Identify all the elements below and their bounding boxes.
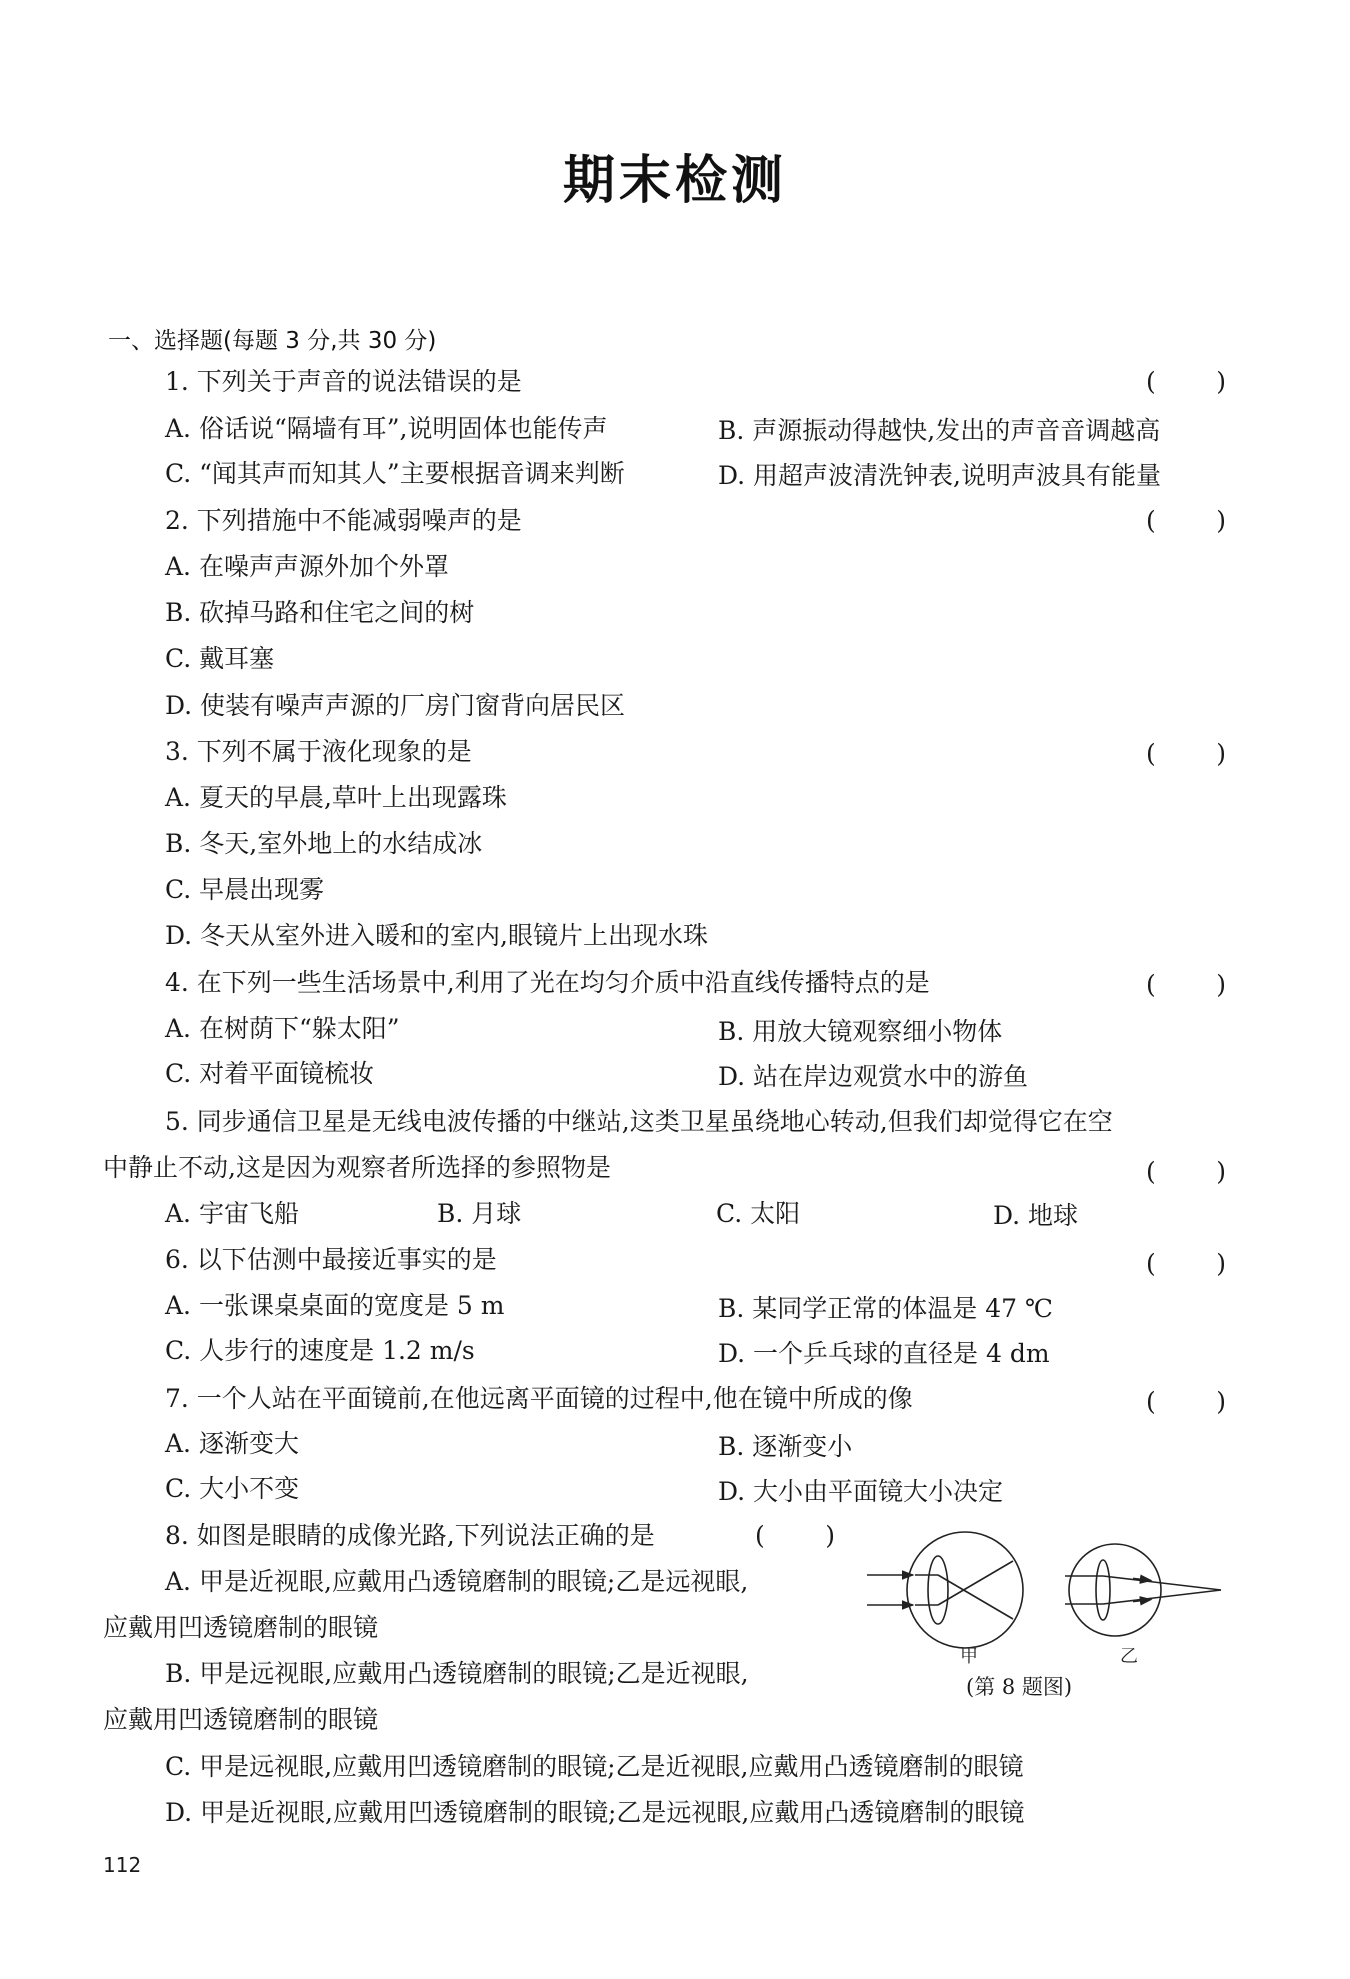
q5-option-b: B. 月球 — [437, 1199, 522, 1228]
q7-option-c: C. 大小不变 — [165, 1474, 300, 1503]
question-4-stem: 4. 在下列一些生活场景中,利用了光在均匀介质中沿直线传播特点的是 — [165, 968, 930, 997]
eye-b-diagram — [1065, 1544, 1221, 1636]
answer-paren-8: ( ) — [755, 1521, 835, 1550]
q4-option-c: C. 对着平面镜梳妆 — [165, 1059, 375, 1088]
question-8-stem: 8. 如图是眼睛的成像光路,下列说法正确的是 — [165, 1521, 655, 1550]
q3-option-c: C. 早晨出现雾 — [165, 875, 325, 904]
q5-option-a: A. 宇宙飞船 — [165, 1199, 299, 1228]
q2-option-b: B. 砍掉马路和住宅之间的树 — [165, 598, 475, 627]
q2-option-a: A. 在噪声声源外加个外罩 — [165, 552, 449, 581]
q3-option-a: A. 夏天的早晨,草叶上出现露珠 — [165, 783, 507, 812]
q4-option-a: A. 在树荫下“躲太阳” — [165, 1014, 400, 1043]
question-5-stem-cont: 中静止不动,这是因为观察者所选择的参照物是 — [103, 1153, 611, 1182]
q1-option-b: B. 声源振动得越快,发出的声音音调越高 — [718, 416, 1161, 445]
q3-option-b: B. 冬天,室外地上的水结成冰 — [165, 829, 483, 858]
figure-caption: (第 8 题图) — [966, 1675, 1073, 1699]
question-6-stem: 6. 以下估测中最接近事实的是 — [165, 1245, 497, 1274]
q7-option-b: B. 逐渐变小 — [718, 1432, 853, 1461]
question-5-stem: 5. 同步通信卫星是无线电波传播的中继站,这类卫星虽绕地心转动,但我们却觉得它在空 — [165, 1107, 1113, 1136]
q5-option-c: C. 太阳 — [716, 1199, 801, 1228]
q3-option-d: D. 冬天从室外进入暖和的室内,眼镜片上出现水珠 — [165, 921, 708, 950]
q5-option-d: D. 地球 — [993, 1201, 1079, 1230]
question-7-stem: 7. 一个人站在平面镜前,在他远离平面镜的过程中,他在镜中所成的像 — [165, 1384, 913, 1413]
figure-label-right: 乙 — [1120, 1646, 1138, 1667]
q6-option-c: C. 人步行的速度是 1.2 m/s — [165, 1336, 475, 1365]
q8-option-d: D. 甲是近视眼,应戴用凹透镜磨制的眼镜;乙是远视眼,应戴用凸透镜磨制的眼镜 — [165, 1798, 1025, 1827]
q7-option-d: D. 大小由平面镜大小决定 — [718, 1477, 1004, 1506]
q8-option-a: A. 甲是近视眼,应戴用凸透镜磨制的眼镜;乙是远视眼, — [165, 1567, 749, 1596]
q8-option-b: B. 甲是远视眼,应戴用凸透镜磨制的眼镜;乙是近视眼, — [165, 1659, 749, 1688]
q6-option-b: B. 某同学正常的体温是 47 ℃ — [718, 1294, 1053, 1323]
answer-paren-1: ( ) — [1146, 367, 1226, 396]
page-title: 期末检测 — [562, 151, 787, 211]
q6-option-d: D. 一个乒乓球的直径是 4 dm — [718, 1339, 1050, 1368]
q7-option-a: A. 逐渐变大 — [165, 1429, 299, 1458]
q2-option-c: C. 戴耳塞 — [165, 644, 275, 673]
answer-paren-2: ( ) — [1146, 506, 1226, 535]
eye-diagram-figure — [855, 1518, 1235, 1668]
q2-option-d: D. 使装有噪声声源的厂房门窗背向居民区 — [165, 691, 626, 720]
page-number: 112 — [103, 1853, 142, 1877]
answer-paren-7: ( ) — [1146, 1387, 1226, 1416]
question-3-stem: 3. 下列不属于液化现象的是 — [165, 737, 472, 766]
q1-option-a: A. 俗话说“隔墙有耳”,说明固体也能传声 — [165, 414, 608, 443]
q8-option-b-cont: 应戴用凹透镜磨制的眼镜 — [103, 1705, 379, 1734]
q8-option-a-cont: 应戴用凹透镜磨制的眼镜 — [103, 1613, 379, 1642]
figure-label-left: 甲 — [960, 1646, 978, 1667]
q6-option-a: A. 一张课桌桌面的宽度是 5 m — [165, 1291, 505, 1320]
q8-option-c: C. 甲是远视眼,应戴用凹透镜磨制的眼镜;乙是近视眼,应戴用凸透镜磨制的眼镜 — [165, 1752, 1024, 1781]
answer-paren-6: ( ) — [1146, 1249, 1226, 1278]
q4-option-b: B. 用放大镜观察细小物体 — [718, 1017, 1003, 1046]
q1-option-c: C. “闻其声而知其人”主要根据音调来判断 — [165, 459, 625, 488]
answer-paren-5: ( ) — [1146, 1157, 1226, 1186]
q4-option-d: D. 站在岸边观赏水中的游鱼 — [718, 1062, 1029, 1091]
question-1-stem: 1. 下列关于声音的说法错误的是 — [165, 367, 522, 396]
eye-a-diagram — [867, 1532, 1023, 1648]
section-heading: 一、选择题(每题 3 分,共 30 分) — [108, 328, 437, 354]
answer-paren-4: ( ) — [1146, 970, 1226, 999]
q1-option-d: D. 用超声波清洗钟表,说明声波具有能量 — [718, 461, 1161, 490]
answer-paren-3: ( ) — [1146, 739, 1226, 768]
question-2-stem: 2. 下列措施中不能减弱噪声的是 — [165, 506, 522, 535]
